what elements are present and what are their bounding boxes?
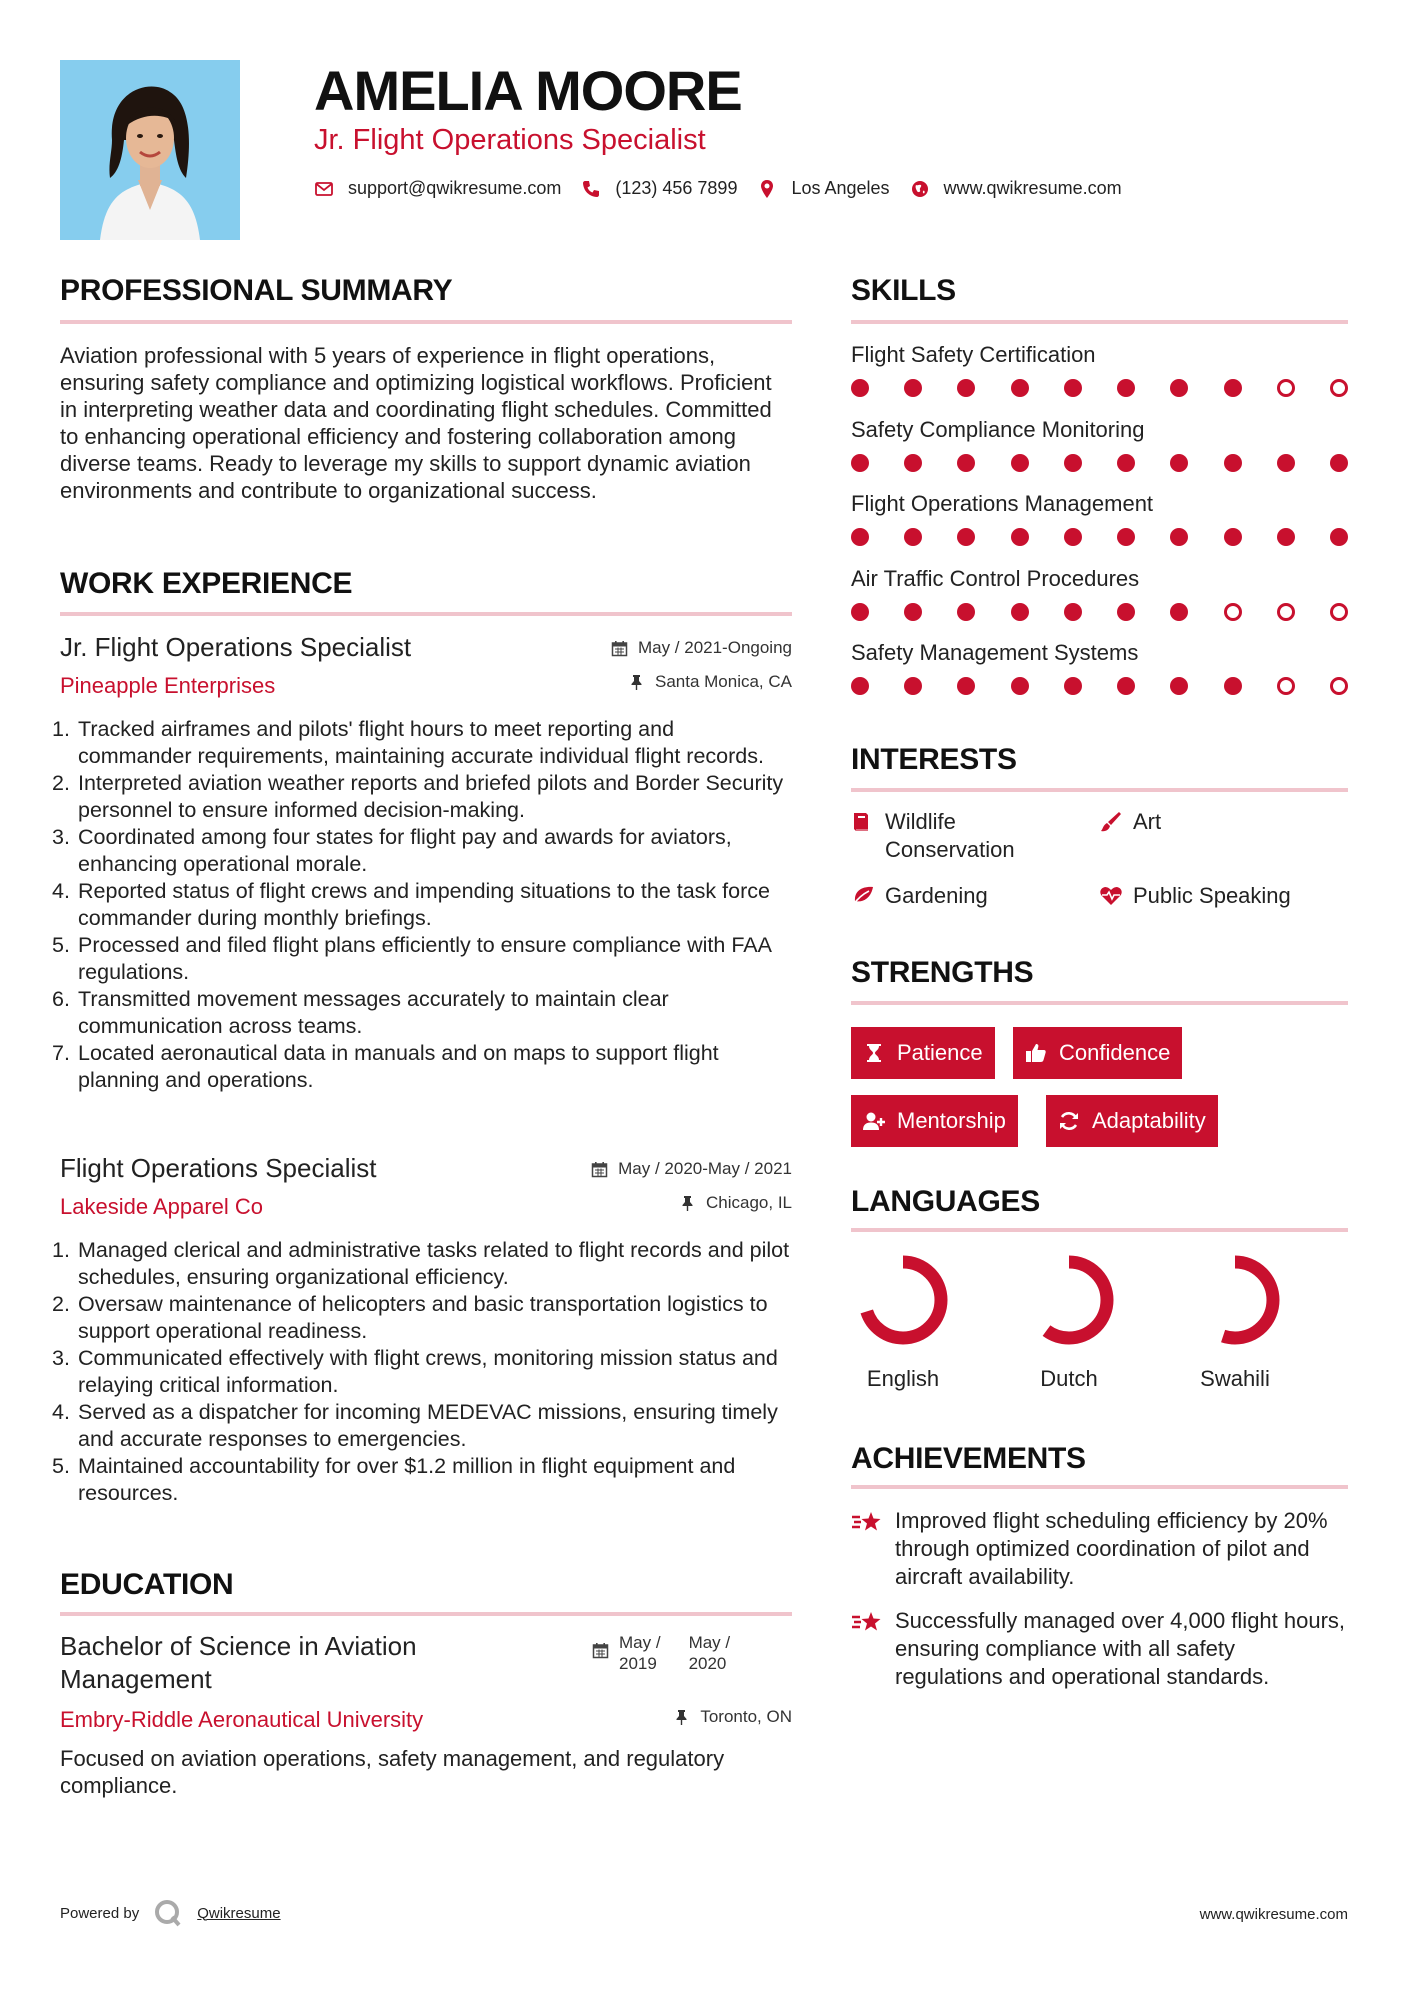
globe-icon: [910, 179, 930, 199]
bullet-text: Served as a dispatcher for incoming MEDEVAC missions, ensuring timely and accurate responses to emergencies.: [78, 1400, 778, 1451]
rating-dot-filled: [1011, 379, 1029, 397]
job-2-location: [679, 1193, 792, 1213]
bullet-text: Reported status of flight crews and impending situations to the task force commander during monthly briefings.: [78, 879, 770, 930]
rating-dot-empty: [1277, 379, 1295, 397]
strength-adaptability: [1046, 1095, 1218, 1147]
bullet-text: Maintained accountability for over $1.2 million in flight equipment and resources.: [78, 1454, 736, 1505]
edu-end-year: 2020: [688, 1654, 727, 1673]
footer-website[interactable]: www.qwikresume.com: [1199, 1906, 1348, 1923]
bullet-number: 2.: [52, 1292, 70, 1316]
bullet-item: [52, 932, 792, 986]
edu-location-text: Toronto, ON: [700, 1707, 792, 1726]
bullet-item: [52, 824, 792, 878]
rating-dot-filled: [1170, 677, 1188, 695]
pushpin-icon: [679, 1195, 696, 1212]
rating-dot-filled: [1011, 454, 1029, 472]
language-swahili: [1180, 1252, 1290, 1392]
bullet-item: [52, 1453, 792, 1507]
rating-dot-filled: [957, 454, 975, 472]
language-name: Swahili: [1200, 1366, 1270, 1391]
skill-item: [851, 491, 1348, 517]
email-text: support@qwikresume.com: [348, 178, 562, 198]
rating-dot-filled: [851, 603, 869, 621]
education-heading: EDUCATION: [60, 1568, 234, 1601]
rating-dot-empty: [1224, 603, 1242, 621]
location-text: Los Angeles: [791, 178, 890, 198]
bullet-text: Coordinated among four states for flight pay and awards for aviators, enhancing operational morale.: [78, 825, 732, 876]
achievement-item: [851, 1507, 1348, 1591]
strength-mentorship: [851, 1095, 1018, 1147]
languages-heading: LANGUAGES: [851, 1185, 1040, 1218]
rating-dot-filled: [1117, 454, 1135, 472]
strength-label: Patience: [897, 1040, 983, 1065]
job-1-date: [611, 638, 792, 658]
skill-item: [851, 566, 1348, 592]
rating-dot-filled: [957, 528, 975, 546]
pushpin-icon: [673, 1709, 690, 1726]
skill-name: Safety Compliance Monitoring: [851, 416, 1145, 442]
rating-dot-empty: [1330, 379, 1348, 397]
language-dutch: [1014, 1252, 1124, 1392]
rating-dot-filled: [1064, 603, 1082, 621]
rating-dot-filled: [1170, 603, 1188, 621]
rating-dot-filled: [957, 603, 975, 621]
job-1-location-text: Santa Monica, CA: [654, 672, 792, 691]
rating-dot-filled: [851, 677, 869, 695]
rating-dot-filled: [1117, 677, 1135, 695]
hourglass-icon: [863, 1042, 885, 1064]
summary-heading: PROFESSIONAL SUMMARY: [60, 274, 453, 307]
rating-dot-filled: [904, 379, 922, 397]
website-text: www.qwikresume.com: [943, 178, 1122, 198]
calendar-icon: [611, 640, 628, 657]
rating-dot-filled: [851, 379, 869, 397]
achievement-item: [851, 1607, 1348, 1691]
edu-end-month: May /: [688, 1633, 731, 1652]
bullet-number: 5.: [52, 1454, 70, 1478]
skill-name: Safety Management Systems: [851, 640, 1139, 665]
bullet-number: 6.: [52, 987, 70, 1011]
rating-dot-filled: [1064, 454, 1082, 472]
rating-dot-filled: [1117, 603, 1135, 621]
bullet-number: 1.: [52, 1238, 70, 1262]
interest-gardening: [851, 882, 1091, 910]
phone-text: (123) 456 7899: [615, 178, 738, 198]
qwikresume-logo-icon: [153, 1898, 183, 1928]
bullet-item: [52, 1040, 792, 1094]
rating-dot-filled: [957, 677, 975, 695]
rating-dot-filled: [1224, 379, 1242, 397]
job-1-location: [628, 672, 792, 692]
strength-patience: [851, 1027, 995, 1079]
rating-dot-filled: [957, 379, 975, 397]
edu-school: Embry-Riddle Aeronautical University: [60, 1707, 424, 1732]
skills-heading: SKILLS: [851, 274, 956, 307]
rating-dot-filled: [1330, 528, 1348, 546]
edu-location: [673, 1707, 792, 1727]
languages-divider: [851, 1228, 1348, 1232]
interests-divider: [851, 788, 1348, 792]
skills-divider: [851, 320, 1348, 324]
experience-heading: WORK EXPERIENCE: [60, 567, 353, 600]
edu-degree: Bachelor of Science in Aviation Management: [60, 1631, 417, 1694]
powered-by-text: Powered by: [60, 1904, 140, 1922]
footer-powered-by: [60, 1898, 281, 1928]
bullet-number: 2.: [52, 771, 70, 795]
rating-dot-empty: [1277, 677, 1295, 695]
bullet-number: 5.: [52, 933, 70, 957]
language-gauge: [1187, 1252, 1283, 1348]
job-2-header: [60, 1153, 792, 1220]
summary-text: Aviation professional with 5 years of experience in flight operations, ensuring safety compliance and optimizing logistical workflows. Proficient in interpreting weather data and coordinating flight schedules. Committed to enhancing operational efficiency and fostering collaboration among diverse teams. Ready to leverage my skills to support dynamic aviation environments and contribute to organizational success.: [60, 343, 772, 503]
bullet-item: [52, 1291, 792, 1345]
rating-dot-filled: [1011, 677, 1029, 695]
calendar-icon: [592, 1642, 609, 1659]
achievement-text: Successfully managed over 4,000 flight hours, ensuring compliance with all safety regulations and operational standards.: [895, 1608, 1346, 1689]
envelope-icon: [314, 179, 334, 199]
rating-dot-filled: [1330, 454, 1348, 472]
contact-email[interactable]: [314, 178, 561, 199]
leaf-icon: [851, 884, 875, 908]
candidate-title: Jr. Flight Operations Specialist: [314, 124, 706, 156]
bullet-text: Oversaw maintenance of helicopters and basic transportation logistics to support operational readiness.: [78, 1292, 768, 1343]
language-name: Dutch: [1040, 1366, 1098, 1391]
achievement-text: Improved flight scheduling efficiency by 20% through optimized coordination of pilot and aircraft availability.: [895, 1508, 1328, 1589]
language-gauge: [1021, 1252, 1117, 1348]
bullet-text: Interpreted aviation weather reports and briefed pilots and Border Security personnel to ensure informed decision-making.: [78, 771, 784, 822]
skill-name: Flight Safety Certification: [851, 342, 1096, 367]
language-english: [848, 1252, 958, 1392]
bullet-item: [52, 716, 792, 770]
skill-name: Air Traffic Control Procedures: [851, 565, 1140, 591]
job-1-header: [60, 632, 792, 699]
bullet-text: Managed clerical and administrative tasks related to flight records and pilot schedules, ensuring organizational efficiency.: [78, 1238, 790, 1289]
profile-photo: [60, 60, 240, 240]
skill-rating: [851, 379, 1348, 399]
skill-rating: [851, 454, 1348, 474]
interest-public-speaking: [1099, 882, 1339, 910]
rating-dot-filled: [851, 454, 869, 472]
shooting-star-icon: [851, 1509, 883, 1537]
rating-dot-filled: [1277, 454, 1295, 472]
job-2-date: [591, 1159, 792, 1179]
interest-label: Gardening: [885, 883, 988, 908]
job-2-company: Lakeside Apparel Co: [60, 1194, 264, 1219]
skill-item: [851, 342, 1348, 368]
strength-label: Mentorship: [897, 1108, 1006, 1133]
job-2-date-text: May / 2020-May / 2021: [618, 1159, 792, 1178]
qwikresume-link[interactable]: Qwikresume: [197, 1904, 281, 1922]
calendar-icon: [591, 1161, 608, 1178]
thumbs-up-icon: [1025, 1042, 1047, 1064]
bullet-item: [52, 878, 792, 932]
experience-divider: [60, 612, 792, 616]
job-1-role: Jr. Flight Operations Specialist: [60, 632, 412, 662]
bullet-item: [52, 1237, 792, 1291]
job-2-role: Flight Operations Specialist: [60, 1153, 377, 1183]
interest-label: Wildlife Conservation: [885, 809, 1015, 862]
bullet-text: Processed and filed flight plans efficiently to ensure compliance with FAA regulations.: [78, 933, 771, 984]
skill-item: [851, 417, 1348, 443]
bullet-number: 3.: [52, 825, 70, 849]
job-2-bullets: [52, 1237, 792, 1507]
rating-dot-filled: [904, 528, 922, 546]
edu-description: Focused on aviation operations, safety management, and regulatory compliance.: [60, 1746, 725, 1798]
education-divider: [60, 1612, 792, 1616]
phone-icon: [581, 179, 601, 199]
rating-dot-empty: [1330, 603, 1348, 621]
edu-dates: [592, 1632, 730, 1674]
map-pin-icon: [757, 179, 777, 199]
refresh-icon: [1058, 1110, 1080, 1132]
edu-start-month: May /: [619, 1633, 661, 1652]
bullet-item: [52, 986, 792, 1040]
rating-dot-filled: [904, 454, 922, 472]
bullet-number: 3.: [52, 1346, 70, 1370]
rating-dot-filled: [1170, 379, 1188, 397]
pushpin-icon: [628, 674, 645, 691]
skill-name: Flight Operations Management: [851, 491, 1154, 516]
strength-confidence: [1013, 1027, 1182, 1079]
rating-dot-filled: [1117, 379, 1135, 397]
edu-end: [689, 1632, 731, 1674]
contact-phone[interactable]: [581, 178, 737, 199]
shooting-star-icon: [851, 1609, 883, 1637]
strengths-heading: STRENGTHS: [851, 956, 1034, 989]
strength-label: Adaptability: [1092, 1108, 1206, 1133]
candidate-name: AMELIA MOORE: [314, 59, 742, 122]
interest-label: Art: [1133, 809, 1162, 834]
edu-start-year: 2019: [619, 1654, 657, 1673]
rating-dot-filled: [1011, 603, 1029, 621]
skill-rating: [851, 603, 1348, 623]
contact-bar: [314, 178, 1142, 199]
book-icon: [851, 810, 875, 834]
job-2-location-text: Chicago, IL: [706, 1193, 792, 1212]
bullet-item: [52, 770, 792, 824]
rating-dot-filled: [1011, 528, 1029, 546]
bullet-number: 7.: [52, 1041, 70, 1065]
language-gauge: [855, 1252, 951, 1348]
bullet-item: [52, 1345, 792, 1399]
rating-dot-filled: [1170, 528, 1188, 546]
rating-dot-filled: [1224, 454, 1242, 472]
skill-item: [851, 640, 1348, 666]
rating-dot-filled: [1224, 528, 1242, 546]
bullet-item: [52, 1399, 792, 1453]
summary-divider: [60, 320, 792, 324]
achievements-heading: ACHIEVEMENTS: [851, 1442, 1086, 1475]
skill-rating: [851, 677, 1348, 697]
bullet-text: Located aeronautical data in manuals and on maps to support flight planning and operations.: [78, 1041, 719, 1092]
paintbrush-icon: [1099, 810, 1123, 834]
rating-dot-filled: [1064, 528, 1082, 546]
language-name: English: [866, 1366, 940, 1391]
edu-start: [619, 1632, 661, 1674]
strength-label: Confidence: [1059, 1040, 1171, 1065]
job-1-date-text: May / 2021-Ongoing: [637, 638, 792, 657]
rating-dot-filled: [904, 677, 922, 695]
interest-label: Public Speaking: [1133, 883, 1291, 908]
bullet-number: 4.: [52, 1400, 70, 1424]
rating-dot-filled: [851, 528, 869, 546]
user-plus-icon: [863, 1110, 885, 1132]
job-1-bullets: [52, 716, 792, 1094]
rating-dot-empty: [1277, 603, 1295, 621]
heartbeat-icon: [1099, 884, 1123, 908]
rating-dot-filled: [1277, 528, 1295, 546]
rating-dot-empty: [1330, 677, 1348, 695]
interest-art: [1099, 808, 1339, 836]
bullet-number: 4.: [52, 879, 70, 903]
skill-rating: [851, 528, 1348, 548]
bullet-text: Communicated effectively with flight crews, monitoring mission status and relaying critical information.: [78, 1346, 778, 1397]
rating-dot-filled: [1170, 454, 1188, 472]
rating-dot-filled: [1117, 528, 1135, 546]
bullet-number: 1.: [52, 717, 70, 741]
bullet-text: Tracked airframes and pilots' flight hours to meet reporting and commander requirements, maintaining accurate individual flight records.: [78, 717, 764, 768]
rating-dot-filled: [1064, 379, 1082, 397]
contact-location: [757, 178, 889, 199]
interests-heading: INTERESTS: [851, 743, 1017, 776]
job-1-company: Pineapple Enterprises: [60, 673, 276, 698]
rating-dot-filled: [1064, 677, 1082, 695]
bullet-text: Transmitted movement messages accurately to maintain clear communication across teams.: [78, 987, 669, 1038]
rating-dot-filled: [1224, 677, 1242, 695]
rating-dot-filled: [904, 603, 922, 621]
strengths-divider: [851, 1001, 1348, 1005]
achievements-divider: [851, 1485, 1348, 1489]
interest-wildlife: [851, 808, 1041, 864]
contact-website[interactable]: [910, 178, 1122, 199]
